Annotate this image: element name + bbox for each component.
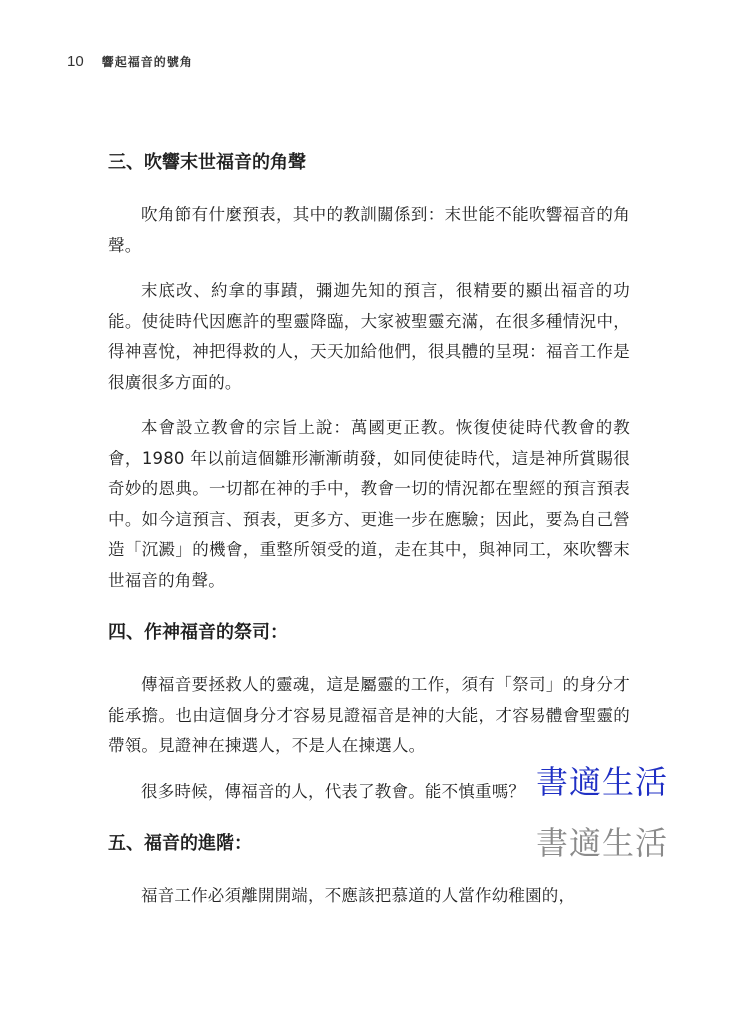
section-3-paragraph-2: 末底改、約拿的事蹟，彌迦先知的預言，很精要的顯出福音的功能。使徒時代因應許的聖靈降臨，大家被聖靈充滿，在很多種情況中，得神喜悅，神把得救的人，天天加給他們，很具體的呈現：福音工作是很廣很多方面的。	[108, 281, 630, 392]
page-number: 10	[67, 53, 84, 70]
section-4-heading: 四、作神福音的祭司：	[108, 622, 288, 643]
section-3-paragraph-1: 吹角節有什麼預表，其中的教訓關係到：末世能不能吹響福音的角聲。	[108, 205, 630, 255]
section-3-paragraph-3: 本會設立教會的宗旨上說：萬國更正教。恢復使徒時代教會的教會，1980 年以前這個雛形漸漸萌發，如同使徒時代，這是神所賞賜很奇妙的恩典。一切都在神的手中，教會一切的情況都在聖經的預言預表中。如今這預言、預表，更多方、更進一步在應驗；因此，要為自己營造「沉澱」的機會，重整所領受的道，走在其中，與神同工，來吹響末世福音的角聲。	[108, 418, 630, 590]
book-title: 響起福音的號角	[101, 55, 193, 69]
section-3-heading: 三、吹響末世福音的角聲	[108, 152, 306, 173]
running-header	[67, 53, 193, 73]
section-4-paragraph-1: 傳福音要拯救人的靈魂，這是屬靈的工作，須有「祭司」的身分才能承擔。也由這個身分才容易見證福音是神的大能，才容易體會聖靈的帶領。見證神在揀選人，不是人在揀選人。	[108, 675, 630, 755]
section-5-paragraph-1: 福音工作必須離開開端，不應該把慕道的人當作幼稚園的，	[141, 886, 576, 905]
section-4-paragraph-2: 很多時候，傳福音的人，代表了教會。能不慎重嗎？	[141, 781, 526, 801]
section-5-heading: 五、福音的進階：	[108, 833, 252, 854]
watermark-gray: 書適生活	[536, 824, 669, 862]
watermark-blue: 書適生活	[536, 763, 669, 801]
